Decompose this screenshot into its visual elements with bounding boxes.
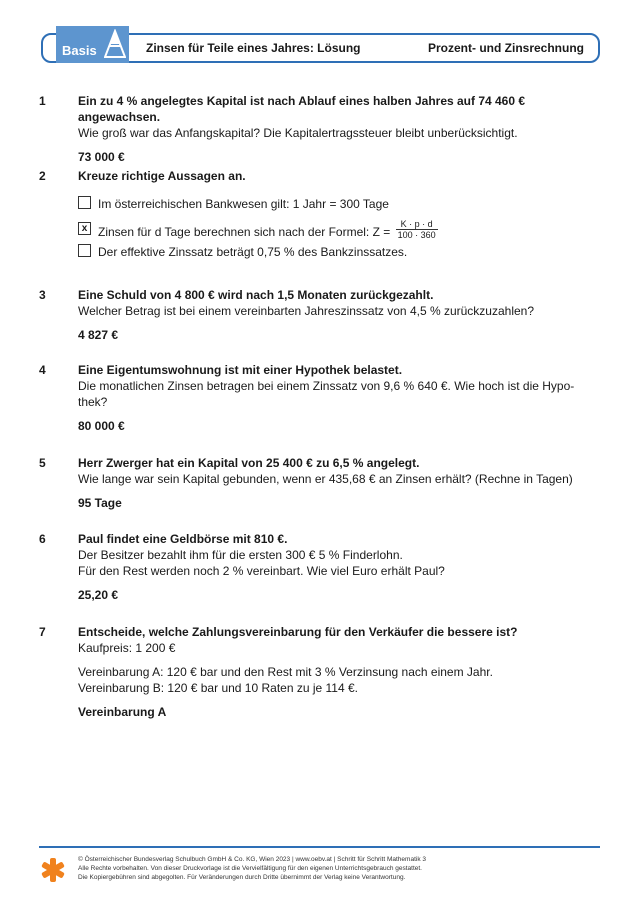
task-question: Entscheide, welche Zahlungsvereinbarung für den Verkäufer die bessere ist?: [78, 625, 518, 639]
task-answer: Vereinbarung A: [78, 705, 167, 719]
checkbox[interactable]: [78, 244, 91, 257]
formula-fraction: [396, 219, 438, 240]
task-number: 5: [39, 456, 46, 470]
footer-divider: [39, 846, 600, 848]
task-question: Paul findet eine Geldbörse mit 810 €.: [78, 532, 288, 546]
task-text: Kaufpreis: 1 200 €: [78, 641, 176, 655]
task-answer: 73 000 €: [78, 150, 125, 164]
task-3: [39, 287, 599, 343]
task-question: Ein zu 4 % angelegtes Kapital ist nach Ablauf eines halben Jahres auf 74 460 € angewachsen.: [78, 94, 526, 124]
fraction-denominator: 100 · 360: [397, 230, 436, 240]
option-label: Zinsen für d Tage berechnen sich nach der Formel: Z =: [98, 224, 391, 239]
task-6: [39, 531, 599, 603]
task-1: [39, 93, 599, 165]
worksheet-topic: Prozent- und Zinsrechnung: [428, 41, 584, 55]
task-2: [39, 168, 599, 260]
task-4: [39, 362, 599, 434]
task-text: Der Besitzer bezahlt ihm für die ersten 300 € 5 % Finderlohn.: [78, 548, 403, 562]
task-question: Eine Schuld von 4 800 € wird nach 1,5 Monaten zurückgezahlt.: [78, 288, 434, 302]
level-badge: [56, 26, 129, 63]
task-text: Vereinbarung B: 120 € bar und 10 Raten zu je 114 €.: [78, 681, 358, 695]
option-label: Im österreichischen Bankwesen gilt: 1 Jahr = 300 Tage: [98, 197, 389, 211]
checkbox[interactable]: x: [78, 222, 91, 235]
copyright-footer: [78, 855, 426, 882]
option-label-wrap: [98, 219, 438, 240]
task-text: Wie lange war sein Kapital gebunden, wenn er 435,68 € an Zinsen erhält? (Rechne in Tagen): [78, 472, 573, 486]
task-number: 7: [39, 625, 46, 639]
task-text: thek?: [78, 395, 108, 409]
option-1: [78, 196, 599, 212]
task-number: 3: [39, 288, 46, 302]
task-answer: 95 Tage: [78, 496, 122, 510]
option-3: [78, 244, 599, 260]
fraction-numerator: K · p · d: [396, 219, 438, 230]
task-question: Herr Zwerger hat ein Kapital von 25 400 € zu 6,5 % angelegt.: [78, 456, 420, 470]
task-number: 1: [39, 94, 46, 108]
level-badge-label: Basis: [62, 43, 97, 58]
task-answer: 4 827 €: [78, 328, 119, 342]
footer-line-3: Die Kopiergebühren sind abgegolten. Für Veränderungen durch Dritte übernimmt der Verlag keine Verantwortung.: [78, 874, 406, 881]
option-2: [78, 219, 599, 239]
task-answer: 25,20 €: [78, 588, 119, 602]
task-text: Die monatlichen Zinsen betragen bei einem Zinssatz von 9,6 % 640 €. Wie hoch ist die Hypo-: [78, 379, 575, 393]
task-text: Wie groß war das Anfangskapital? Die Kapitalertragssteuer bleibt unberücksichtigt.: [78, 126, 518, 140]
publisher-logo-icon: [40, 857, 66, 883]
checkbox[interactable]: [78, 196, 91, 209]
page-header: [41, 33, 600, 63]
task-number: 2: [39, 169, 46, 183]
task-5: [39, 455, 599, 511]
footer-line-2: Alle Rechte vorbehalten. Von dieser Druckvorlage ist die Vervielfältigung für den eigenen Unterrichtsgebrauch gestattet.: [78, 865, 422, 872]
triangle-level-icon: [104, 29, 126, 59]
task-question: Kreuze richtige Aussagen an.: [78, 169, 246, 183]
task-answer: 80 000 €: [78, 419, 125, 433]
task-number: 4: [39, 363, 46, 377]
task-text: Welcher Betrag ist bei einem vereinbarten Jahreszinssatz von 4,5 % zurückzuzahlen?: [78, 304, 535, 318]
footer-line-1: © Österreichischer Bundesverlag Schulbuch GmbH & Co. KG, Wien 2023 | www.oebv.at | Schritt für Schritt Mathematik 3: [78, 856, 426, 863]
worksheet-title: Zinsen für Teile eines Jahres: Lösung: [146, 41, 361, 55]
task-number: 6: [39, 532, 46, 546]
task-text: Für den Rest werden noch 2 % vereinbart. Wie viel Euro erhält Paul?: [78, 564, 445, 578]
task-question: Eine Eigentumswohnung ist mit einer Hypothek belastet.: [78, 363, 403, 377]
option-label: Der effektive Zinssatz beträgt 0,75 % des Bankzinssatzes.: [98, 245, 408, 259]
task-7: [39, 624, 599, 720]
task-text: Vereinbarung A: 120 € bar und den Rest mit 3 % Verzinsung nach einem Jahr.: [78, 665, 493, 679]
